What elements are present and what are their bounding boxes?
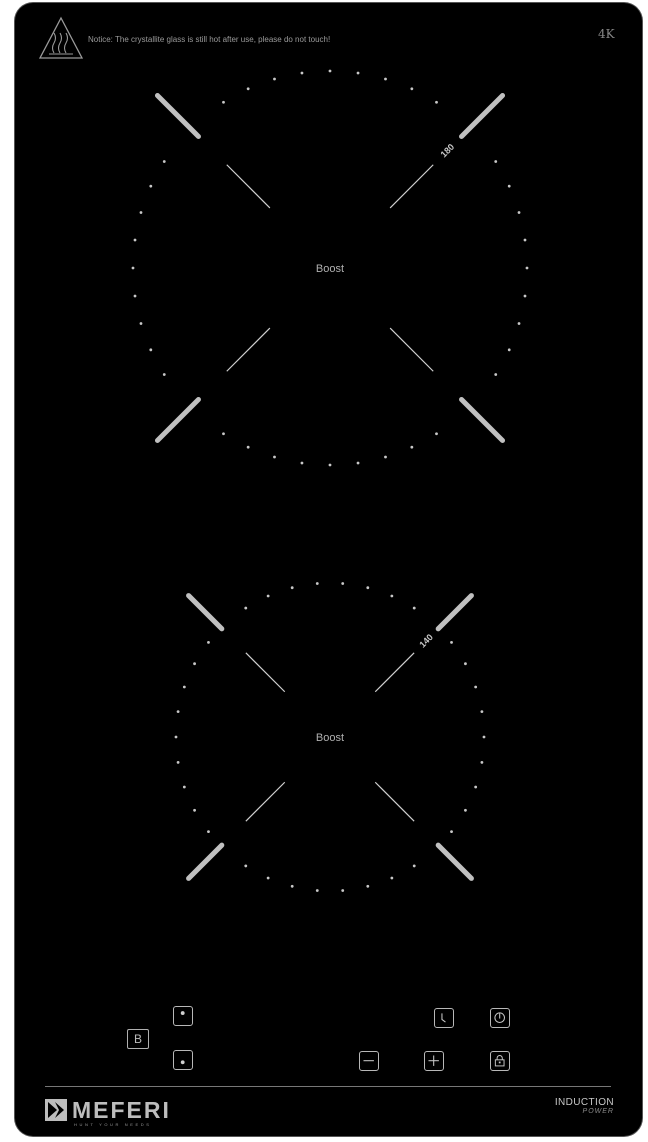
zone-bottom-select-button[interactable] <box>173 1050 193 1070</box>
zone-dot <box>316 582 319 585</box>
zone-dot <box>435 101 438 104</box>
zone-dot <box>183 686 186 689</box>
zone-dot <box>390 595 393 598</box>
zone-dot <box>329 464 332 467</box>
cooking-zone-top[interactable] <box>132 70 529 467</box>
zone-top-select-button[interactable] <box>173 1006 193 1026</box>
zone-guide-line <box>390 165 433 208</box>
zone-dot <box>518 211 521 214</box>
zone-corner-mark <box>438 596 471 629</box>
zone-dot <box>273 456 276 459</box>
brand-tagline: HUNT YOUR NEEDS <box>74 1122 152 1127</box>
zone-dot <box>357 462 360 465</box>
dot-bottom-icon <box>174 1051 191 1068</box>
zone-dot <box>140 211 143 214</box>
zone-dot <box>508 348 511 351</box>
zone-dot <box>193 662 196 665</box>
zone-dot <box>366 885 369 888</box>
boost-key-label[interactable]: B <box>127 1029 149 1049</box>
lock-icon <box>491 1052 508 1069</box>
zone-power-label: 140 <box>417 631 436 650</box>
zone-dot <box>450 830 453 833</box>
minus-button[interactable] <box>359 1051 379 1071</box>
zone-dot <box>149 348 152 351</box>
zone-dot <box>526 267 529 270</box>
zone-guide-line <box>227 328 270 371</box>
zone-dot <box>474 686 477 689</box>
zone-dot <box>207 641 210 644</box>
zone-dot <box>244 865 247 868</box>
zone-dot <box>132 267 135 270</box>
zone-dot <box>177 761 180 764</box>
plus-icon <box>425 1052 442 1069</box>
clock-icon <box>435 1009 452 1026</box>
zone-dot <box>134 239 137 242</box>
product-name: INDUCTION <box>554 1097 614 1108</box>
minus-icon <box>360 1052 377 1069</box>
zone-dot <box>247 446 250 449</box>
zone-dot <box>494 373 497 376</box>
zone-dot <box>366 586 369 589</box>
footer-divider <box>45 1086 611 1087</box>
power-button[interactable] <box>490 1008 510 1028</box>
zone-dot <box>494 160 497 163</box>
zone-boost-label: Boost <box>315 732 345 744</box>
zone-dot <box>480 710 483 713</box>
zone-dot <box>384 78 387 81</box>
zone-dot <box>267 595 270 598</box>
zone-corner-mark <box>157 95 198 136</box>
zone-boost-label: Boost <box>315 263 345 275</box>
dot-top-icon <box>174 1007 191 1024</box>
cooking-zones <box>15 3 642 1136</box>
zone-guide-line <box>390 328 433 371</box>
zone-dot <box>149 185 152 188</box>
zone-corner-mark <box>462 95 503 136</box>
product-subtitle: POWER <box>582 1108 614 1115</box>
zone-dot <box>384 456 387 459</box>
zone-dot <box>301 462 304 465</box>
cooktop-panel <box>15 3 642 1136</box>
zone-dot <box>291 586 294 589</box>
zone-dot <box>524 295 527 298</box>
zone-corner-mark <box>189 596 222 629</box>
zone-dot <box>183 786 186 789</box>
zone-dot <box>247 87 250 90</box>
zone-dot <box>390 877 393 880</box>
zone-dot <box>207 830 210 833</box>
zone-dot <box>410 87 413 90</box>
zone-dot <box>480 761 483 764</box>
zone-dot <box>222 432 225 435</box>
zone-dot <box>341 889 344 892</box>
zone-dot <box>518 322 521 325</box>
zone-dot <box>273 78 276 81</box>
zone-dot <box>163 160 166 163</box>
zone-dot <box>244 607 247 610</box>
zone-dot <box>329 70 332 73</box>
corner-mark: 4K <box>598 27 615 41</box>
brand-logo <box>45 1095 205 1129</box>
zone-guide-line <box>375 782 414 821</box>
zone-dot <box>413 607 416 610</box>
plus-button[interactable] <box>424 1051 444 1071</box>
safety-notice: Notice: The crystallite glass is still hot after use, please do not touch! <box>88 35 331 44</box>
zone-corner-mark <box>462 400 503 441</box>
cooking-zone-bottom[interactable] <box>175 582 486 892</box>
zone-dot <box>177 710 180 713</box>
zone-dot <box>301 72 304 75</box>
zone-guide-line <box>227 165 270 208</box>
product-label <box>555 1097 614 1115</box>
zone-dot <box>483 736 486 739</box>
zone-guide-line <box>375 653 414 692</box>
zone-dot <box>316 889 319 892</box>
zone-dot <box>524 239 527 242</box>
zone-power-label: 180 <box>438 141 457 160</box>
brand-mark-icon <box>45 1099 67 1121</box>
timer-button[interactable] <box>434 1008 454 1028</box>
zone-dot <box>413 865 416 868</box>
zone-dot <box>134 295 137 298</box>
zone-dot <box>291 885 294 888</box>
zone-dot <box>193 809 196 812</box>
zone-dot <box>267 877 270 880</box>
power-icon <box>491 1009 508 1026</box>
child-lock-button[interactable] <box>490 1051 510 1071</box>
zone-dot <box>508 185 511 188</box>
zone-dot <box>341 582 344 585</box>
zone-dot <box>222 101 225 104</box>
zone-corner-mark <box>438 845 471 878</box>
zone-dot <box>140 322 143 325</box>
zone-dot <box>474 786 477 789</box>
zone-dot <box>175 736 178 739</box>
zone-dot <box>357 72 360 75</box>
zone-dot <box>464 809 467 812</box>
zone-dot <box>410 446 413 449</box>
zone-corner-mark <box>157 400 198 441</box>
zone-corner-mark <box>189 845 222 878</box>
zone-dot <box>450 641 453 644</box>
zone-guide-line <box>246 782 285 821</box>
zone-guide-line <box>246 653 285 692</box>
zone-dot <box>435 432 438 435</box>
zone-dot <box>163 373 166 376</box>
brand-name: MEFERI <box>72 1097 171 1123</box>
zone-dot <box>464 662 467 665</box>
